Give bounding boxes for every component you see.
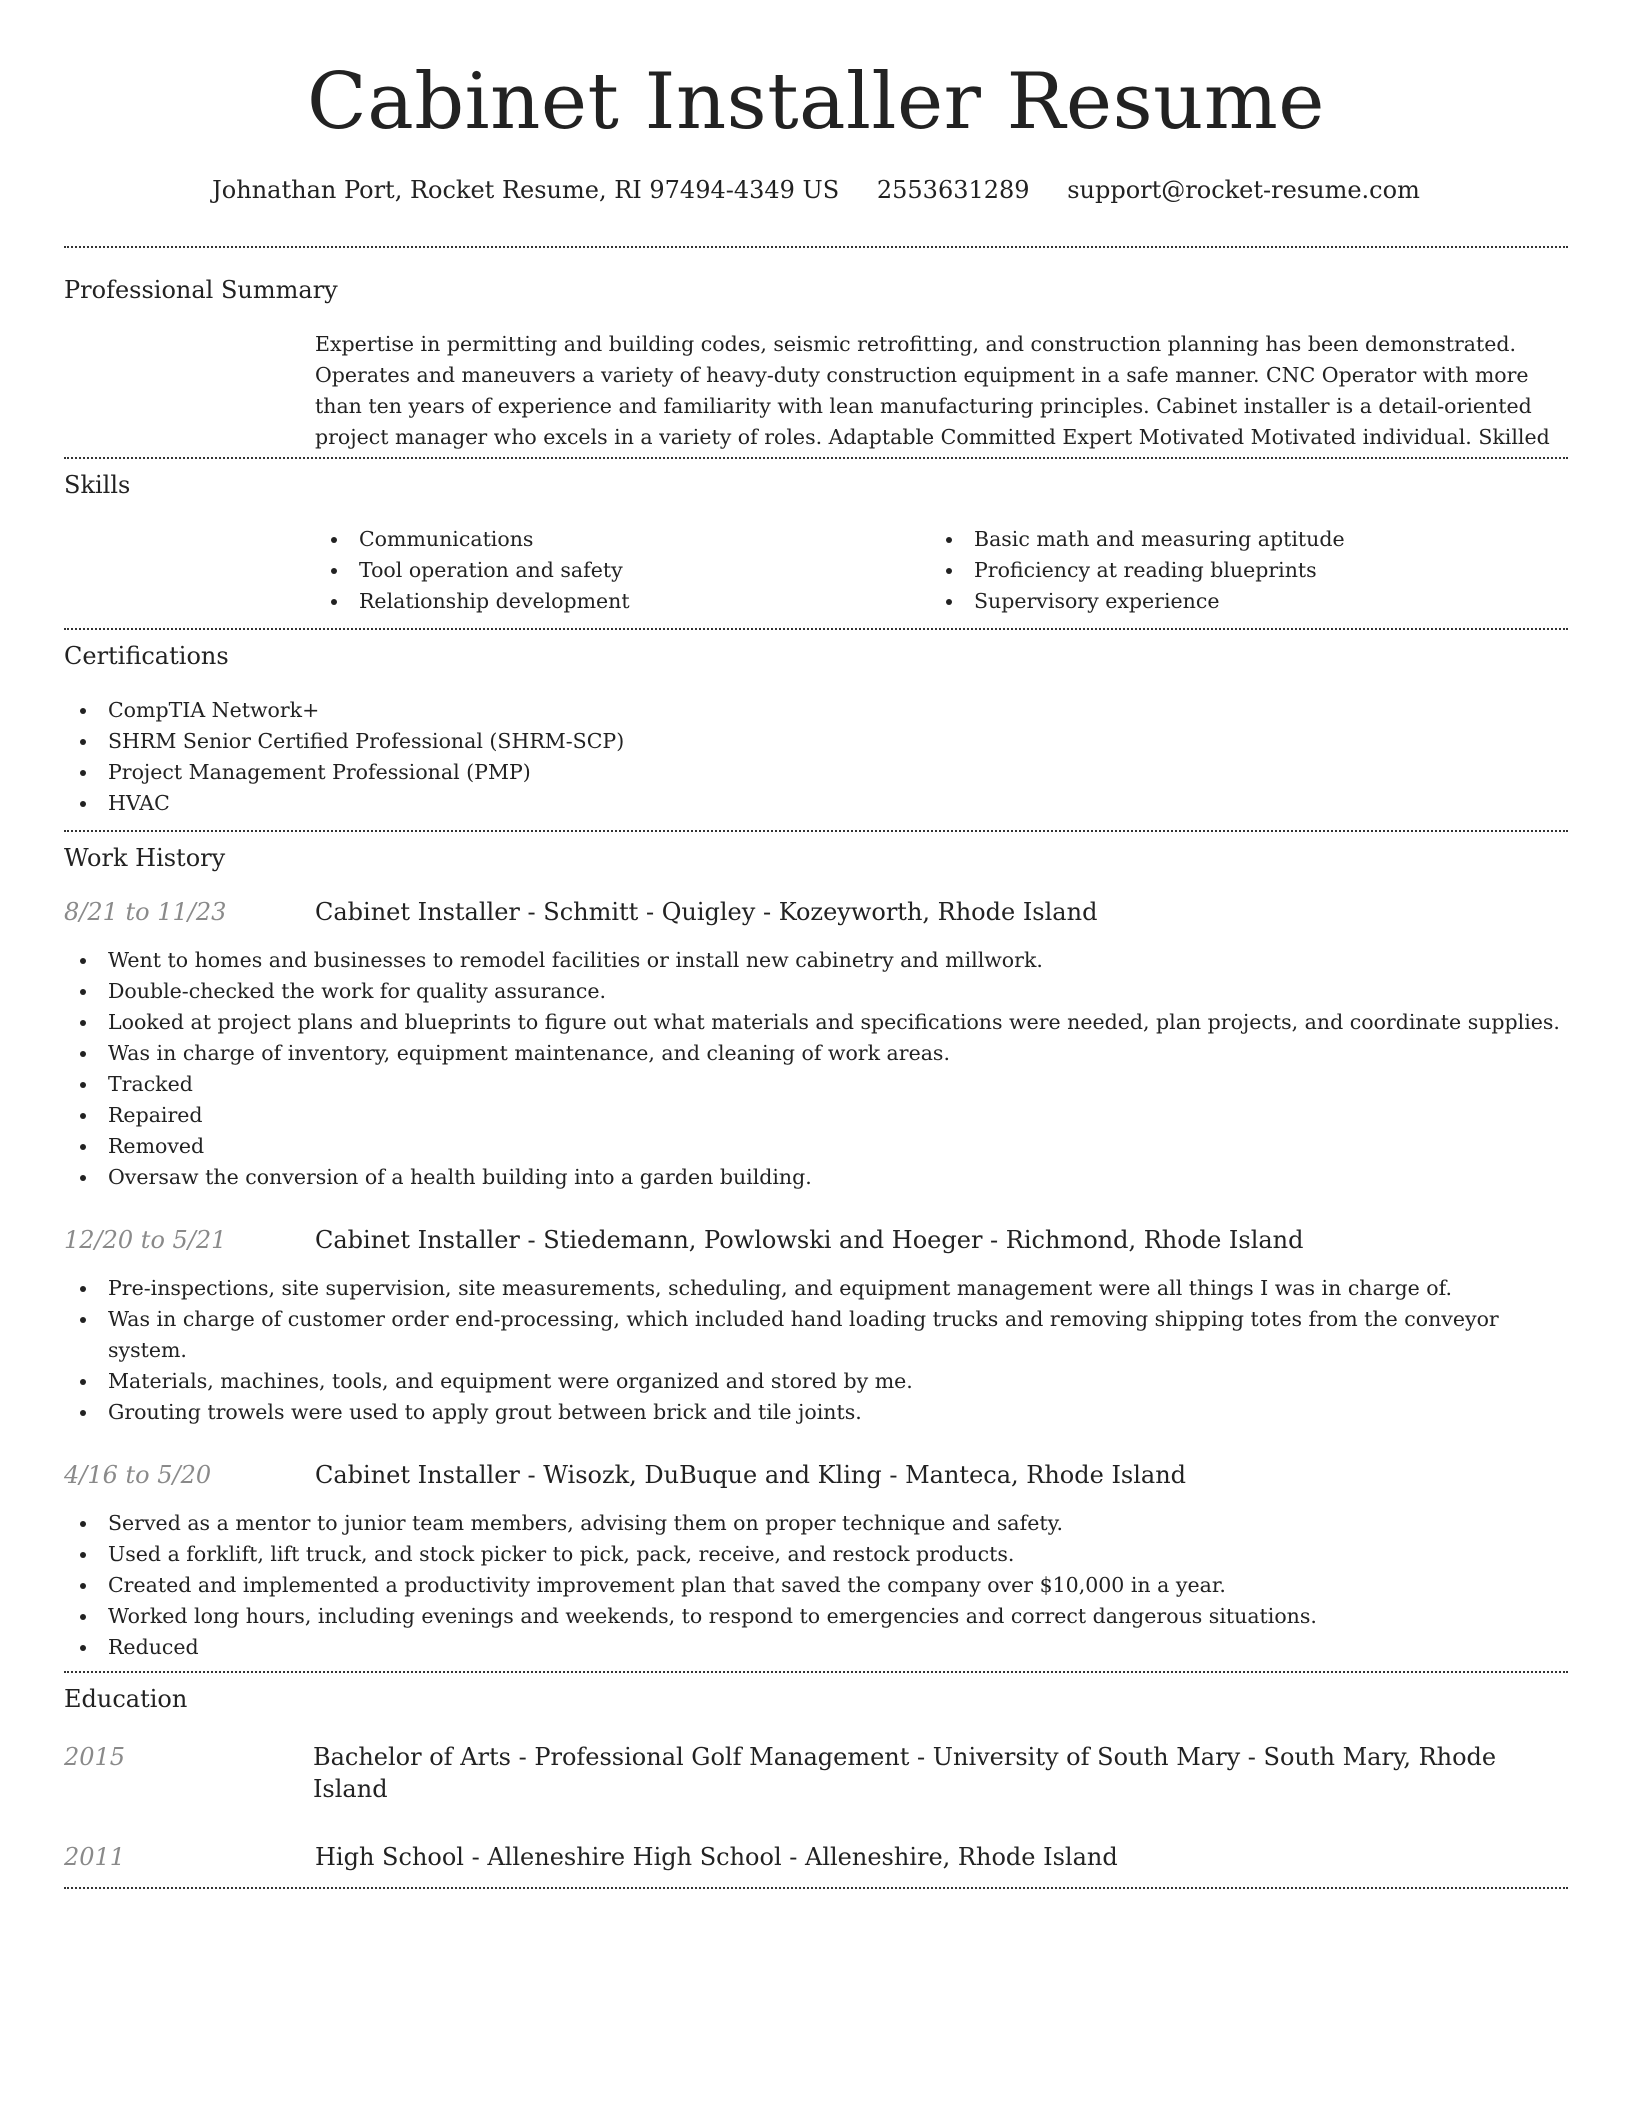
list-item: Supervisory experience (930, 586, 1545, 617)
section-heading: Certifications (64, 642, 229, 670)
contact-address: Johnathan Port, Rocket Resume, RI 97494-4349 US (212, 176, 840, 204)
list-item: Relationship development (315, 586, 930, 617)
skills-grid (315, 524, 1568, 617)
list-item: Proficiency at reading blueprints (930, 555, 1545, 586)
section-heading: Professional Summary (64, 276, 338, 304)
list-item: Tracked (64, 1069, 1568, 1100)
page-title: Cabinet Installer Resume (307, 57, 1325, 147)
list-item: Project Management Professional (PMP) (64, 757, 1568, 788)
job-header (64, 1224, 1568, 1256)
list-item: Created and implemented a productivity improvement plan that saved the company over $10,000 in a year. (64, 1570, 1568, 1601)
section-heading: Education (64, 1685, 188, 1713)
education-year: 2011 (64, 1843, 126, 1871)
summary-text: Expertise in permitting and building codes, seismic retrofitting, and construction planning has been demonstrated. Operates and maneuvers a variety of heavy-duty construction equipment in a safe manner. CNC Operator with more than ten years of experience and familiarity with lean manufacturing principles. Cabinet installer is a detail-oriented project manager who excels in a variety of roles. Adaptable Committed Expert Motivated Motivated individual. Skilled (315, 332, 1550, 449)
skills-list-right (930, 524, 1545, 617)
list-item: Used a forklift, lift truck, and stock picker to pick, pack, receive, and restock products. (64, 1539, 1568, 1570)
resume-page (64, 0, 1568, 1889)
list-item: Served as a mentor to junior team members, advising them on proper technique and safety. (64, 1508, 1568, 1539)
list-item: Looked at project plans and blueprints to figure out what materials and specifications were needed, plan projects, and coordinate supplies. (64, 1007, 1568, 1038)
list-item: CompTIA Network+ (64, 695, 1568, 726)
job-employer: Wisozk, DuBuque and Kling (543, 1461, 882, 1489)
job-header (64, 896, 1568, 928)
list-item: SHRM Senior Certified Professional (SHRM-SCP) (64, 726, 1568, 757)
list-item: Went to homes and businesses to remodel facilities or install new cabinetry and millwork. (64, 945, 1568, 976)
education-school: University of South Mary (932, 1743, 1241, 1771)
education-heading: Bachelor of Arts - Professional Golf Management - University of South Mary - South Mary, Rhode Island (312, 1743, 1497, 1803)
certifications-list (64, 695, 1568, 819)
list-item: Reduced (64, 1632, 1568, 1663)
list-item: Communications (315, 524, 930, 555)
section-heading: Work History (64, 844, 226, 872)
job-heading: Cabinet Installer - Wisozk, DuBuque and Kling - Manteca, Rhode Island (315, 1461, 1187, 1489)
job-location: Richmond, Rhode Island (1005, 1226, 1304, 1254)
list-item: Repaired (64, 1100, 1568, 1131)
job-dates: 4/16 to 5/20 (64, 1461, 212, 1489)
job-dates: 8/21 to 11/23 (64, 898, 227, 926)
list-item: Grouting trowels were used to apply grout between brick and tile joints. (64, 1397, 1568, 1428)
list-item: Was in charge of customer order end-processing, which included hand loading trucks and removing shipping totes from the conveyor system. (64, 1304, 1568, 1366)
list-item: Basic math and measuring aptitude (930, 524, 1545, 555)
list-item: Tool operation and safety (315, 555, 930, 586)
skills-list-left (315, 524, 930, 617)
education-degree: Bachelor of Arts - Professional Golf Management (312, 1743, 910, 1771)
job-heading: Cabinet Installer - Stiedemann, Powlowski and Hoeger - Richmond, Rhode Island (315, 1226, 1304, 1254)
job-employer: Schmitt - Quigley (543, 898, 756, 926)
job-location: Kozeyworth, Rhode Island (778, 898, 1098, 926)
job-location: Manteca, Rhode Island (905, 1461, 1187, 1489)
contact-line (64, 174, 1568, 206)
job-heading: Cabinet Installer - Schmitt - Quigley - Kozeyworth, Rhode Island (315, 898, 1098, 926)
education-year: 2015 (64, 1743, 126, 1771)
list-item: Pre-inspections, site supervision, site measurements, scheduling, and equipment management were all things I was in charge of. (64, 1273, 1568, 1304)
list-item: Was in charge of inventory, equipment maintenance, and cleaning of work areas. (64, 1038, 1568, 1069)
summary-section (64, 248, 1568, 457)
job-bullets (64, 1508, 1568, 1663)
job-entry (64, 1224, 1568, 1428)
contact-phone: 2553631289 (876, 176, 1030, 204)
education-entry (64, 1841, 1568, 1873)
job-employer: Stiedemann, Powlowski and Hoeger (543, 1226, 983, 1254)
list-item: Double-checked the work for quality assurance. (64, 976, 1568, 1007)
job-header (64, 1459, 1568, 1491)
education-location: Alleneshire, Rhode Island (805, 1843, 1118, 1871)
section-heading: Skills (64, 471, 131, 499)
job-dates: 12/20 to 5/21 (64, 1226, 227, 1254)
job-bullets (64, 1273, 1568, 1428)
job-entry (64, 1459, 1568, 1663)
divider (64, 1887, 1568, 1889)
list-item: Oversaw the conversion of a health building into a garden building. (64, 1162, 1568, 1193)
education-section (64, 1673, 1568, 1887)
list-item: HVAC (64, 788, 1568, 819)
work-history-section (64, 832, 1568, 1671)
education-location: South Mary, Rhode Island (312, 1743, 1497, 1803)
list-item: Removed (64, 1131, 1568, 1162)
job-title: Cabinet Installer (315, 1461, 520, 1489)
skills-section (64, 459, 1568, 628)
job-bullets (64, 945, 1568, 1193)
education-school: Alleneshire High School (487, 1843, 782, 1871)
contact-email: support@rocket-resume.com (1067, 176, 1420, 204)
job-title: Cabinet Installer (315, 898, 520, 926)
job-title: Cabinet Installer (315, 1226, 520, 1254)
education-entry (64, 1741, 1568, 1805)
job-entry (64, 896, 1568, 1193)
education-heading: High School - Alleneshire High School - Alleneshire, Rhode Island (315, 1843, 1118, 1871)
education-degree: High School (315, 1843, 464, 1871)
list-item: Materials, machines, tools, and equipment were organized and stored by me. (64, 1366, 1568, 1397)
list-item: Worked long hours, including evenings and weekends, to respond to emergencies and correct dangerous situations. (64, 1601, 1568, 1632)
certifications-section (64, 630, 1568, 830)
